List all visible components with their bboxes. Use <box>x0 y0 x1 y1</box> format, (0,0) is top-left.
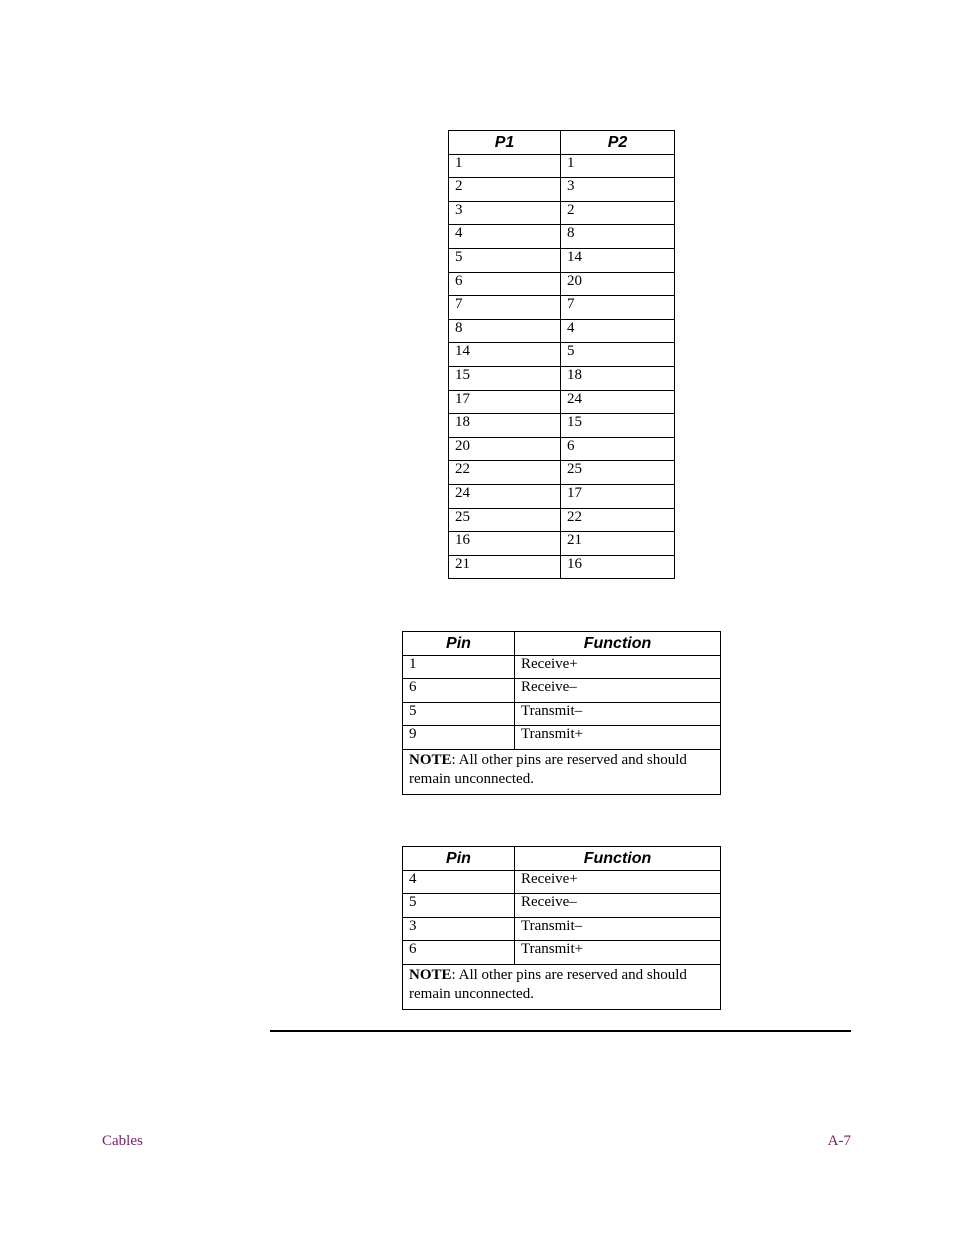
table-cell-first: 1 <box>403 655 515 679</box>
table-cell-second: Transmit– <box>515 917 721 941</box>
table-cell-first: 5 <box>449 248 561 272</box>
table-cell-first: 20 <box>449 437 561 461</box>
table-cell-first: 1 <box>449 154 561 178</box>
table-header-row <box>403 847 721 871</box>
table-row <box>449 390 675 414</box>
table-cell-first: 15 <box>449 366 561 390</box>
table-cell-first: 2 <box>449 178 561 202</box>
table-cell-second: Receive+ <box>515 655 721 679</box>
table-row <box>449 225 675 249</box>
footer-page-number: A-7 <box>827 1133 851 1149</box>
table-cell-second: Receive+ <box>515 870 721 894</box>
table-row <box>449 532 675 556</box>
table-cell-second: 25 <box>561 461 675 485</box>
table-row <box>403 894 721 918</box>
table-cell-first: 6 <box>449 272 561 296</box>
table-cell-second: 5 <box>561 343 675 367</box>
table-row <box>403 679 721 703</box>
table-row <box>449 319 675 343</box>
table-row <box>449 343 675 367</box>
table-row <box>449 508 675 532</box>
table-cell-first: 17 <box>449 390 561 414</box>
table-cell-second: 14 <box>561 248 675 272</box>
table-cell-first: 18 <box>449 414 561 438</box>
table-cell-second: 20 <box>561 272 675 296</box>
table-row <box>449 484 675 508</box>
table-cell-first: 5 <box>403 894 515 918</box>
table-cell-second: Transmit+ <box>515 941 721 965</box>
header-pin: Pin <box>403 632 515 656</box>
table-cell-first: 14 <box>449 343 561 367</box>
table-cell-first: 4 <box>403 870 515 894</box>
table-row <box>403 917 721 941</box>
table-row <box>449 366 675 390</box>
table-row <box>403 655 721 679</box>
table-cell-first: 3 <box>449 201 561 225</box>
table-row <box>403 726 721 750</box>
table-cell-second: 2 <box>561 201 675 225</box>
note-row <box>403 964 721 1009</box>
table-row <box>449 461 675 485</box>
table-cell-second: 16 <box>561 555 675 579</box>
table-cell-second: Transmit– <box>515 702 721 726</box>
table-header-row <box>403 632 721 656</box>
table-row <box>449 414 675 438</box>
table-cell-first: 8 <box>449 319 561 343</box>
header-p1: P1 <box>449 131 561 155</box>
pin-function-table-a <box>402 631 721 795</box>
table-cell-second: Transmit+ <box>515 726 721 750</box>
table-row <box>449 555 675 579</box>
table-cell-first: 22 <box>449 461 561 485</box>
table-cell-first: 4 <box>449 225 561 249</box>
table-row <box>449 437 675 461</box>
table-cell-first: 21 <box>449 555 561 579</box>
table-row <box>449 201 675 225</box>
table-cell-second: Receive– <box>515 679 721 703</box>
note-text: : All other pins are reserved and should remain unconnected. <box>409 751 687 787</box>
table-cell-first: 6 <box>403 941 515 965</box>
table-cell-first: 3 <box>403 917 515 941</box>
table-body <box>403 655 721 749</box>
p1-p2-mapping-table <box>448 130 675 579</box>
horizontal-rule <box>270 1030 851 1032</box>
table-row <box>449 272 675 296</box>
table-cell-second: 1 <box>561 154 675 178</box>
table-row <box>449 178 675 202</box>
note-cell <box>403 749 721 794</box>
note-cell <box>403 964 721 1009</box>
table-cell-second: 24 <box>561 390 675 414</box>
header-function: Function <box>515 847 721 871</box>
table-cell-first: 5 <box>403 702 515 726</box>
table-row <box>449 154 675 178</box>
table-cell-second: 3 <box>561 178 675 202</box>
table-body <box>449 154 675 579</box>
table-cell-first: 7 <box>449 296 561 320</box>
note-label: NOTE <box>409 751 452 768</box>
note-row <box>403 749 721 794</box>
table-cell-second: 15 <box>561 414 675 438</box>
table-cell-second: 17 <box>561 484 675 508</box>
table-cell-second: 4 <box>561 319 675 343</box>
table-row <box>449 296 675 320</box>
header-p2: P2 <box>561 131 675 155</box>
table-body <box>403 870 721 964</box>
table-cell-first: 9 <box>403 726 515 750</box>
table-cell-first: 25 <box>449 508 561 532</box>
table-row <box>449 248 675 272</box>
note-text: : All other pins are reserved and should remain unconnected. <box>409 966 687 1002</box>
footer-section-title: Cables <box>102 1133 143 1149</box>
table-cell-second: 7 <box>561 296 675 320</box>
table-cell-first: 6 <box>403 679 515 703</box>
table-row <box>403 702 721 726</box>
header-pin: Pin <box>403 847 515 871</box>
pin-function-table-b <box>402 846 721 1010</box>
note-label: NOTE <box>409 966 452 983</box>
header-function: Function <box>515 632 721 656</box>
table-cell-second: 18 <box>561 366 675 390</box>
table-cell-first: 16 <box>449 532 561 556</box>
table-cell-second: 22 <box>561 508 675 532</box>
table-cell-second: 21 <box>561 532 675 556</box>
table-header-row <box>449 131 675 155</box>
table-cell-first: 24 <box>449 484 561 508</box>
table-cell-second: 6 <box>561 437 675 461</box>
table-row <box>403 941 721 965</box>
table-cell-second: Receive– <box>515 894 721 918</box>
table-row <box>403 870 721 894</box>
table-cell-second: 8 <box>561 225 675 249</box>
